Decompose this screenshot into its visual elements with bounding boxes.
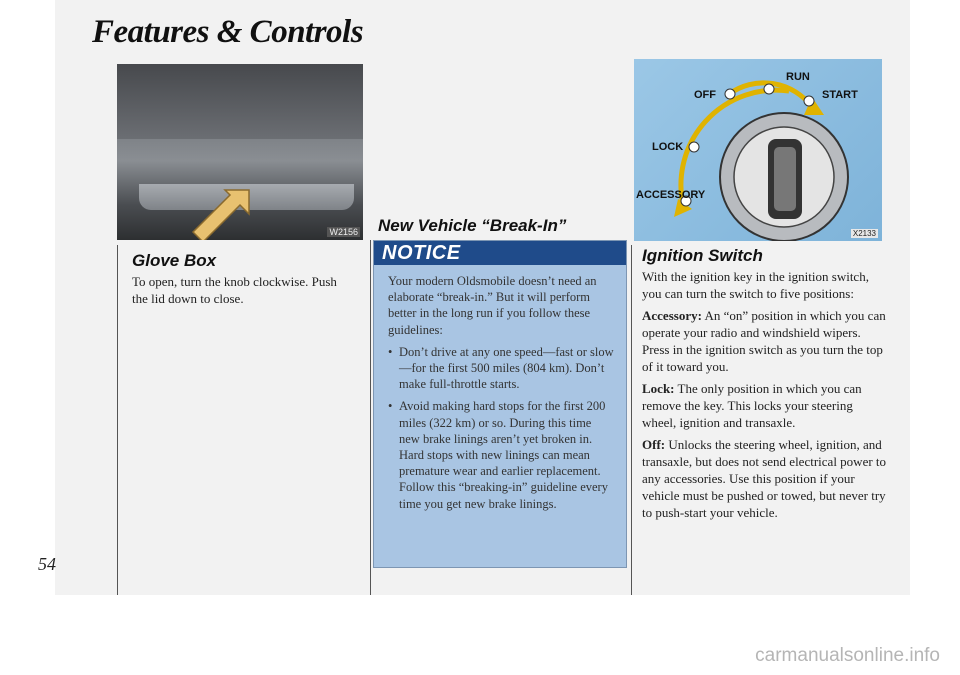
notice-intro: Your modern Oldsmobile doesn’t need an elaborate “break-in.” But it will perform better in the long run if you follow these guidelines: (388, 274, 597, 337)
notice-bar (374, 241, 626, 265)
notice-list (388, 344, 614, 512)
glove-box-paragraph: To open, turn the knob clockwise. Push the lid down to close. (132, 274, 337, 306)
term-accessory: Accessory: (642, 308, 702, 323)
list-item: • Avoid making hard stops for the first 200 miles (322 km) or so. During this time new brake linings aren’t yet broken in. Hard stops with new linings can mean premature wear and earlier replacement. Follow this “breaking-in” guideline every time you get new brake linings. (388, 398, 614, 511)
glove-box-heading: Glove Box (132, 251, 217, 270)
ignition-heading: Ignition Switch (642, 246, 763, 265)
column-rule-left (117, 245, 118, 595)
desc-lock: The only position in which you can remove the key. This locks your steering wheel, ignition and transaxle. (642, 381, 862, 430)
pointer-arrow-icon (185, 186, 255, 240)
notice-title: NOTICE (382, 242, 461, 264)
page-title: Features & Controls (92, 14, 364, 50)
term-off: Off: (642, 437, 666, 452)
position-accessory (642, 307, 887, 375)
label-lock: LOCK (652, 141, 684, 153)
notice-box (373, 240, 627, 568)
watermark: carmanualsonline.info (755, 645, 940, 666)
photo-code: W2156 (329, 227, 358, 237)
desc-accessory: An “on” position in which you can operate your radio and windshield wipers. Press in the ignition switch as you turn the top of it toward you. (642, 308, 886, 374)
label-off: OFF (694, 89, 716, 101)
ignition-intro: With the ignition key in the ignition switch, you can turn the switch to five positions: (642, 269, 869, 301)
glove-box-photo (117, 64, 363, 240)
label-accessory: ACCESSORY (636, 189, 706, 201)
ignition-text (642, 268, 887, 526)
diagram-code: X2133 (852, 229, 876, 238)
label-run: RUN (786, 71, 810, 83)
column-rule-right (631, 245, 632, 595)
column-rule-middle (370, 240, 371, 595)
dashboard-top (117, 64, 363, 139)
desc-off: Unlocks the steering wheel, ignition, and transaxle, but does not send electrical power to any accessories. Use this position if your vehicle must be pushed or towed, but never try to push-start your vehicle. (642, 437, 887, 520)
ignition-diagram (634, 59, 882, 241)
page-number: 54 (38, 554, 56, 574)
list-item: • Don’t drive at any one speed—fast or slow—for the first 500 miles (804 km). Don’t make full-throttle starts. (388, 344, 614, 393)
position-lock (642, 380, 887, 431)
notice-body (388, 273, 614, 518)
glove-box-text (132, 273, 352, 312)
position-off (642, 436, 887, 521)
break-in-heading: New Vehicle “Break-In” (378, 216, 567, 235)
term-lock: Lock: (642, 381, 675, 396)
label-start: START (822, 89, 858, 101)
